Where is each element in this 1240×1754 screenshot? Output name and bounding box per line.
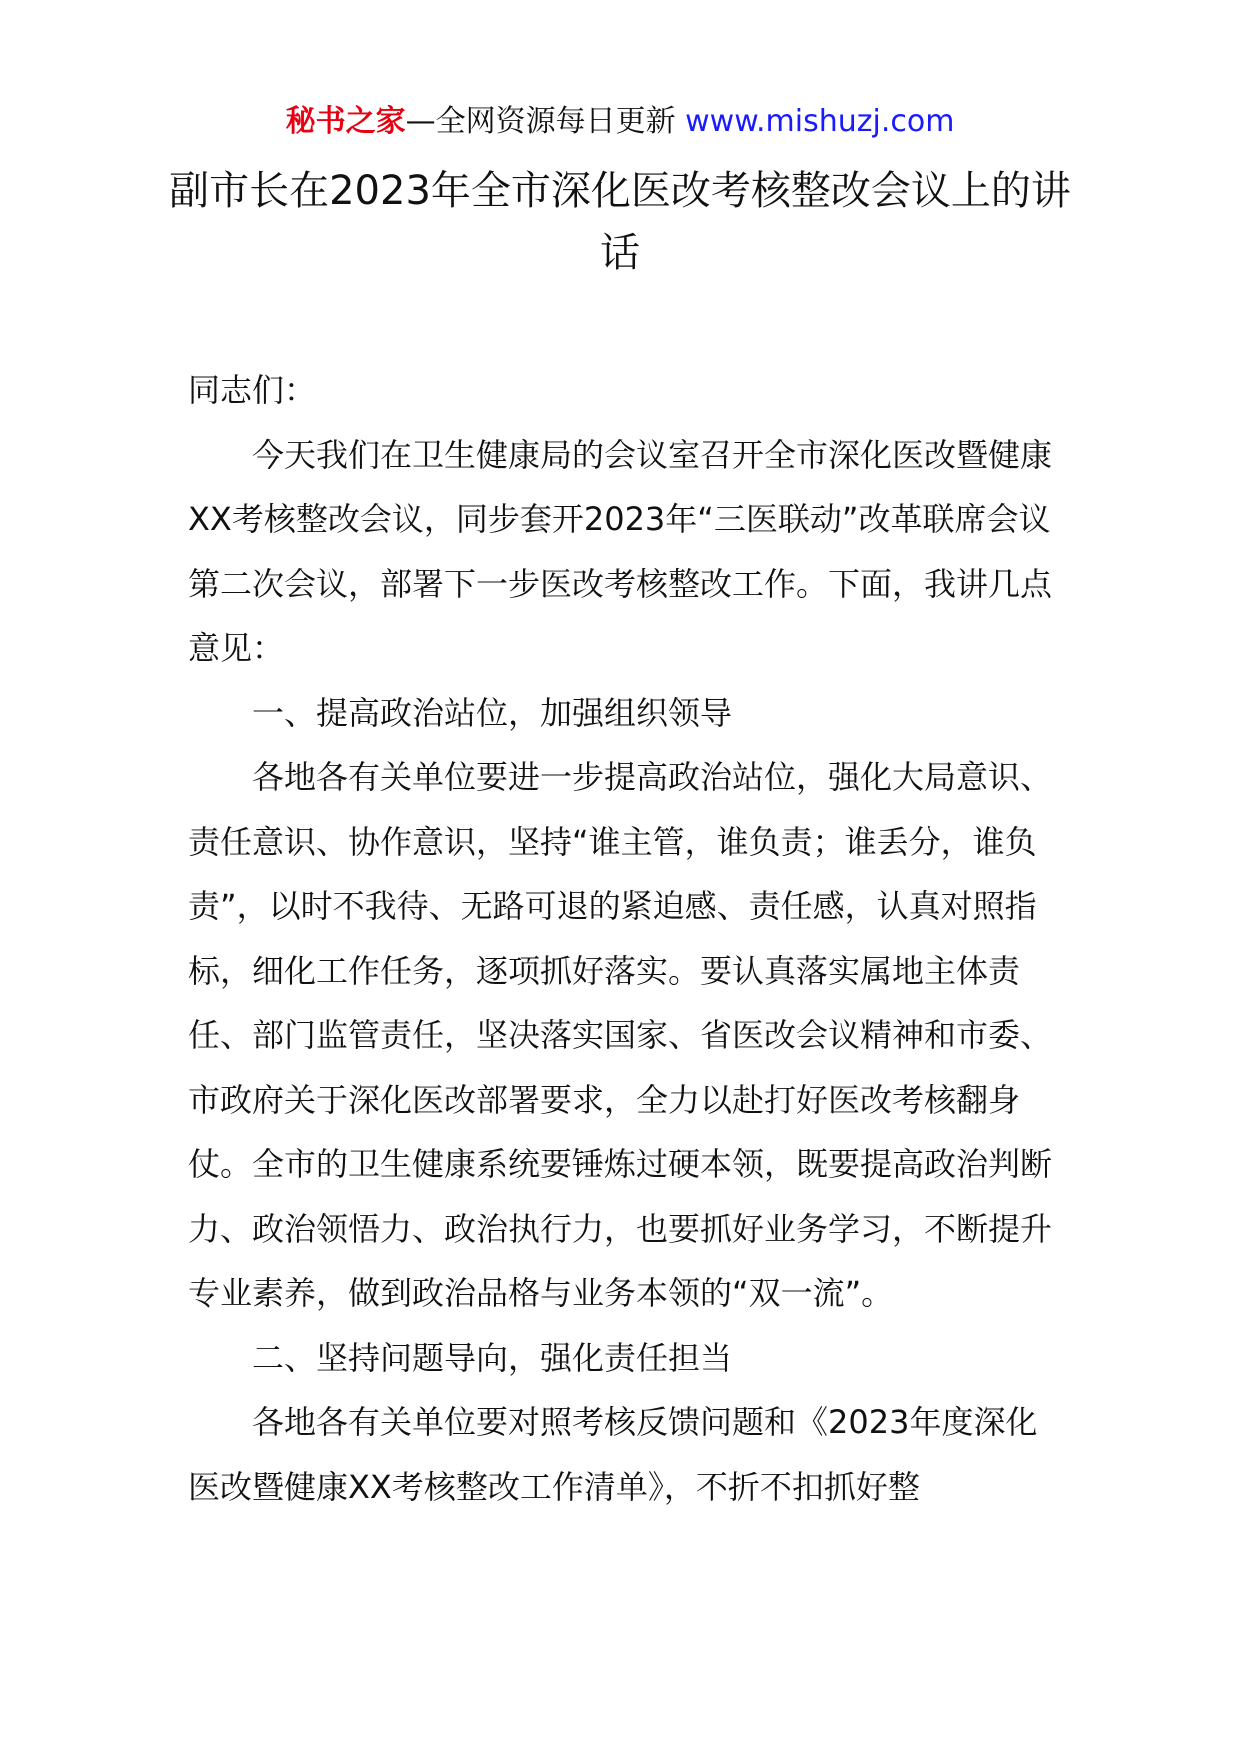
salutation: 同志们： (188, 371, 317, 409)
site-url-link[interactable]: www.mishuzj.com (685, 104, 955, 139)
banner-slogan: —全网资源每日更新 (405, 104, 686, 139)
paragraph: 各地各有关单位要进一步提高政治站位，强化大局意识、责任意识、协作意识，坚持“谁主管，谁负责；谁丢分，谁负责”，以时不我待、无路可退的紧迫感、责任感，认真对照指标，细化工作任务，逐项抓好落实。要认真落实属地主体责任、部门监管责任，坚决落实国家、省医改会议精神和市委、市政府关于深化医改部署要求，全力以赴打好医改考核翻身仗。全市的卫生健康系统要锤炼过硬本领，既要提高政治判断力、政治领悟力、政治执行力，也要抓好业务学习，不断提升专业素养，做到政治品格与业务本领的“双一流”。 (188, 758, 1053, 1312)
section-heading: 一、提高政治站位，加强组织领导 (252, 693, 733, 732)
paragraph: 今天我们在卫生健康局的会议室召开全市深化医改暨健康XX考核整改会议，同步套开2023年“三医联动”改革联席会议第二次会议，部署下一步医改考核整改工作。下面，我讲几点意见： (188, 435, 1053, 667)
document-body (188, 358, 1058, 1519)
site-banner (0, 100, 1240, 144)
paragraph: 各地各有关单位要对照考核反馈问题和《2023年度深化医改暨健康XX考核整改工作清单》，不折不扣抓好整 (188, 1403, 1038, 1506)
brand-name: 秘书之家 (285, 104, 406, 139)
document-title: 副市长在2023年全市深化医改考核整改会议上的讲话 (169, 168, 1071, 276)
section-heading: 二、坚持问题导向，强化责任担当 (252, 1338, 733, 1377)
